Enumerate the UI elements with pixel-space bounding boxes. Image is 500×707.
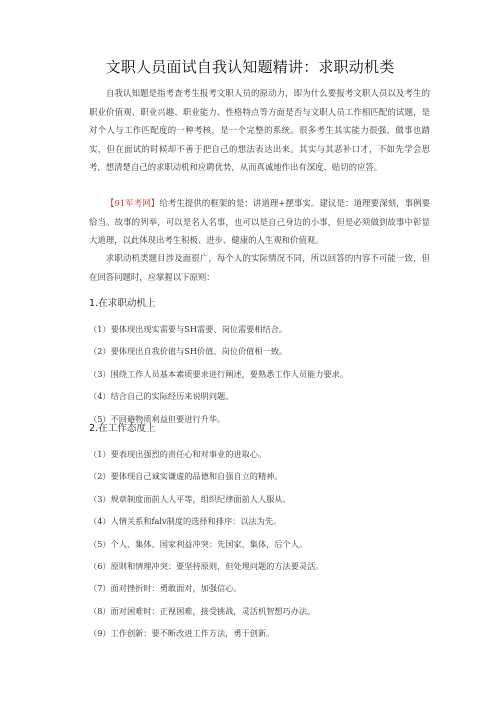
document-title: 文职人员面试自我认知题精讲：求职动机类 [105, 58, 395, 76]
tip-text: 给考生提供的框架的是：讲道理+摆事实。建议是：道理要深刻，事例要恰当。故事的列举，可以是名人名事，也可以是自己身边的小事，但是必须做到故事中彰显大道理，以此体现出考生积极、进步、健康的人生观和价值观。 [89, 198, 430, 246]
list-item: （1）要表现出强烈的责任心和对事业的进取心。 [89, 449, 267, 459]
intro-paragraph: 自我认知题是指考查考生报考文职人员的原动力，即为什么要报考文职人员以及考生的职业价值观、职业兴趣、职业能力、性格特点等方面是否与文职人员工作相匹配的试题，是对个人与工作匹配度的一种考核，是一个完整的系统。很多考生其实能力很强，做事也踏实，但在面试的时候却不善于把自己的想法表达出来。其实与其恶补口才，不如先学会思考，想清楚自己的求职动机和应聘优势，从而真诚地作出有深度、贴切的应答。 [89, 88, 430, 173]
list-item: （1）要体现出现实需要与SH需要、岗位需要相结合。 [89, 324, 288, 334]
list-item: （2）要体现自己诚实谦虚的品德和自强自立的精神。 [89, 471, 283, 482]
scope-paragraph: 求职动机类题目涉及面很广，每个人的实际情况不同，所以回答的内容不可能一致，但在回答问题时，应掌握以下原则： [89, 253, 430, 282]
list-item: （3）规章制度面前人人平等，组织纪律面前人人服从。 [89, 493, 291, 504]
list-item: （4）结合自己的实际经历来说明问题。 [89, 391, 234, 402]
list-item: （9）工作创新：要不断改进工作方法，勇于创新。 [89, 628, 275, 639]
section-heading-attitude: 2.在工作态度上 [89, 423, 156, 434]
list-item: （2）要体现出自我价值与SH价值、岗位价值相一致。 [89, 346, 288, 357]
list-item: （5）不回避物质利益但要进行升华。 [89, 413, 226, 424]
section-heading-motivation: 1.在求职动机上 [89, 298, 156, 309]
list-item: （4）人情关系和falv制度的选择和排序：以法为先。 [89, 516, 282, 527]
list-item: （6）原则和情理冲突：要坚持原则，但处理问题的方法要灵活。 [89, 560, 324, 571]
list-item: （3）围绕工作人员基本素质要求进行阐述，要熟悉工作人员能力要求。 [89, 368, 349, 379]
motivation-list [89, 322, 430, 434]
attitude-list [89, 447, 430, 649]
tip-paragraph [89, 194, 430, 250]
list-item: （7）面对挫折时：勇敢面对，加强信心。 [89, 583, 242, 594]
list-item: （8）面对困难时：正视困难，接受挑战，灵活机智想巧办法。 [89, 605, 316, 616]
source-tag: 【91军考网】 [106, 198, 160, 208]
list-item: （5）个人、集体、国家利益冲突：先国家、集体，后个人。 [89, 538, 308, 549]
